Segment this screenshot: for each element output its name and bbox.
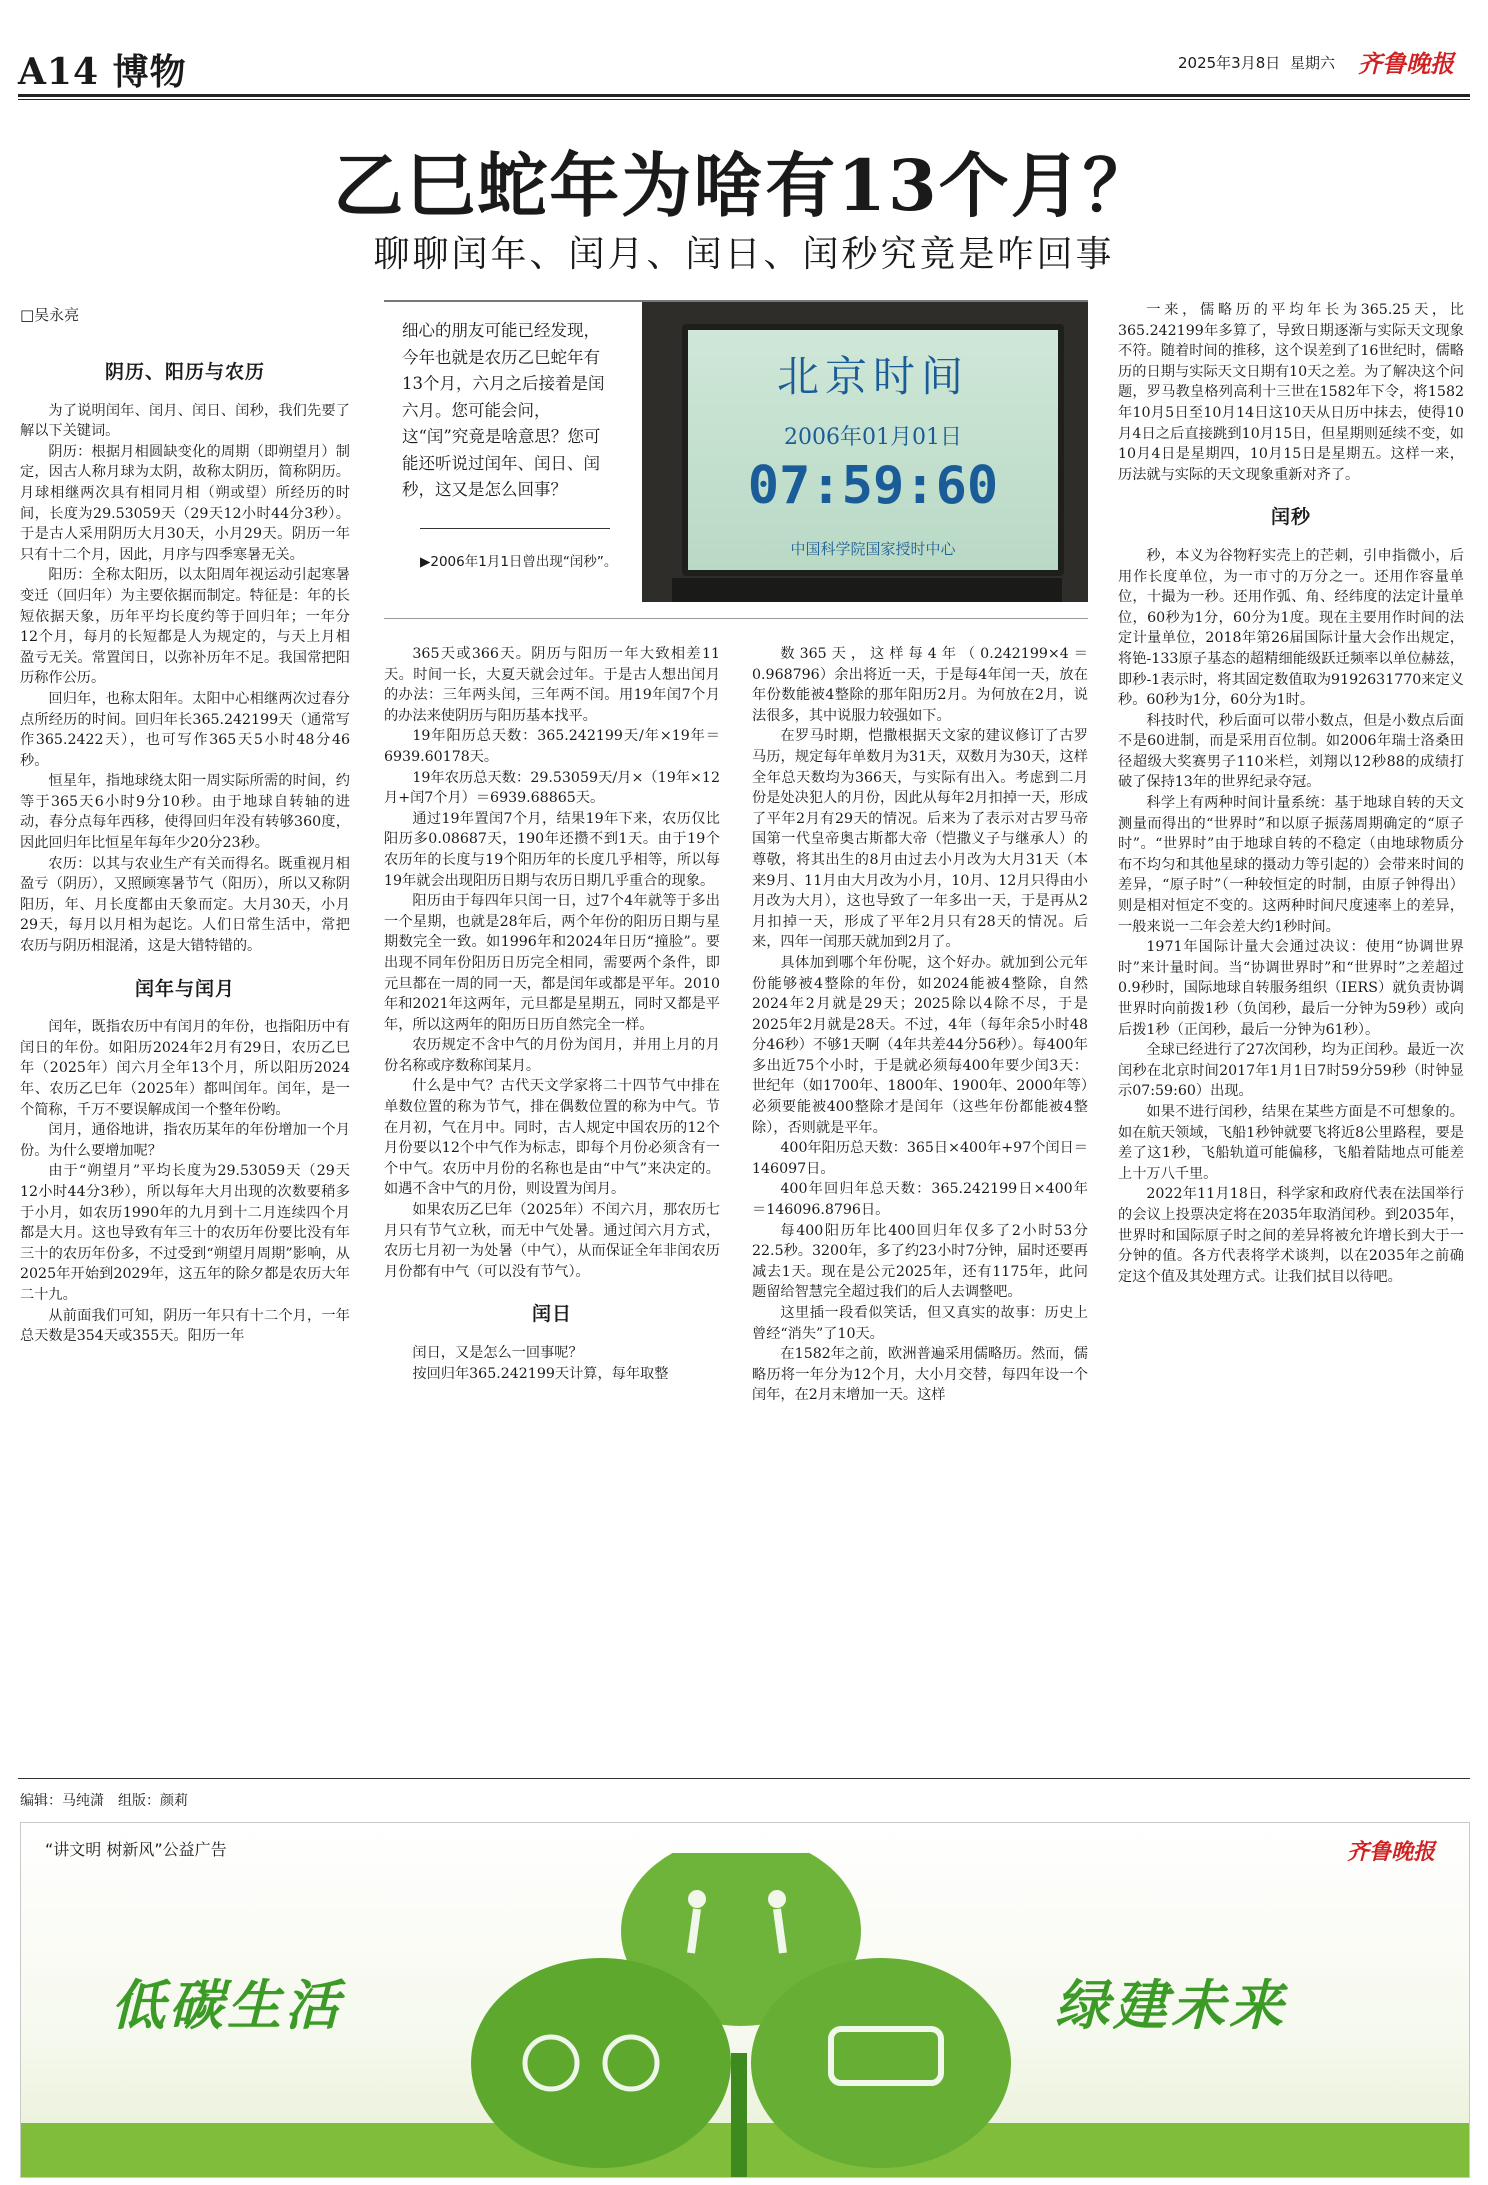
article-title: 乙巳蛇年为啥有13个月？ <box>333 144 1155 227</box>
article-column-2 <box>384 644 720 1780</box>
paragraph: 科技时代，秒后面可以带小数点，但是小数点后面不是60进制，而是采用百位制。如2006年瑞士洛桑田径超级大奖赛男子110米栏，刘翔以12秒88的成绩打破了保持13年的世界纪录夺冠。 <box>1118 712 1464 791</box>
paragraph: 全球已经进行了27次闰秒，均为正闰秒。最近一次闰秒在北京时间2017年1月1日7时59分59秒（时钟显示07:59:60）出现。 <box>1118 1042 1464 1100</box>
paragraph: 如果不进行闰秒，结果在某些方面是不可想象的。如在航天领域，飞船1秒钟就要飞将近8公里路程，要是差了这1秒，飞船轨道可能偏移，飞船着陆地点可能差上十万八千里。 <box>1118 1103 1464 1182</box>
article-column-1 <box>20 340 350 1780</box>
screen-time: 07:59:60 <box>747 456 999 516</box>
section-heading: 闰日 <box>531 1303 572 1326</box>
paragraph: 阳历：全称太阳历，以太阳周年视运动引起寒暑变迁（回归年）为主要依据而制定。特征是：年的长短依据天象，历年平均长度约等于回归年；一年分12个月，每月的长短都是人为规定的，与天上月相盈亏无关。常置闰日，以弥补历年不足。我国常把阳历称作公历。 <box>20 567 350 687</box>
byline: □吴永亮 <box>20 306 80 324</box>
paragraph: 在1582年之前，欧洲普遍采用儒略历。然而，儒略历将一年分为12个月，大小月交替，每四年设一个闰年，在2月末增加一天。这样 <box>752 1346 1088 1404</box>
paragraph: 按回归年365.242199天计算，每年取整 <box>412 1365 669 1382</box>
article-column-4 <box>1118 300 1464 1780</box>
page-code: A14 <box>18 51 100 93</box>
paragraph: 农历规定不含中气的月份为闰月，并用上月的月份名称或序数称闰某月。 <box>384 1037 720 1074</box>
paragraph: 秒，本义为谷物籽实壳上的芒刺，引申指微小，后用作长度单位，为一市寸的万分之一。还用作容量单位，十撮为一秒。还用作弧、角、经纬度的法定计量单位，60秒为1分，60分为1度。现在主要用作时间的法定计量单位，2018年第26届国际计量大会作出规定，将铯-133原子基态的超精细能级跃迁频率以单位赫兹，即秒-1表示时，将其固定数值取为9192631770来定义秒。60秒为1分，60分为1时。 <box>1118 547 1464 709</box>
clock-display-screen <box>682 324 1064 576</box>
intro-divider <box>420 528 610 529</box>
paragraph: 这里插一段看似笑话，但又真实的故事：历史上曾经“消失”了10天。 <box>752 1305 1088 1342</box>
screen-organization: 中国科学院国家授时中心 <box>790 540 956 558</box>
paragraph: 400年阳历总天数：365日×400年+97个闰日＝146097日。 <box>752 1140 1088 1177</box>
paragraph: 19年阳历总天数：365.242199天/年×19年＝6939.60178天。 <box>384 728 720 765</box>
paragraph: 每400阳历年比400回归年仅多了2小时53分22.5秒。3200年，多了约23小时7分钟，届时还要再减去1天。现在是公元2025年，还有1175年，此问题留给智慧完全超过我们的后人去调整吧。 <box>752 1222 1088 1301</box>
newspaper-logo: 齐鲁晚报 <box>1358 49 1454 78</box>
paragraph: 农历：以其与农业生产有关而得名。既重视月相盈亏（阴历），又照顾寒暑节气（阳历），所以又称阴阳历，年、月长度都由天象而定。大月30天，小月29天，每月以月相为起讫。人们日常生活中，常把农历与阴历相混淆，这是大错特错的。 <box>20 855 350 955</box>
paragraph: 19年农历总天数：29.53059天/月×（19年×12月+闰7个月）＝6939.68865天。 <box>384 769 720 807</box>
paragraph: 通过19年置闰7个月，结果19年下来，农历仅比阳历多0.08687天，190年还攒不到1天。由于19个农历年的长度与19个阳历年的长度几乎相等，所以每19年就会出现阳历日期与农历日期几乎重合的现象。 <box>384 810 720 889</box>
paragraph: 如果农历乙巳年（2025年）不闰六月，那农历七月只有节气立秋，而无中气处暑。通过闰六月方式，农历七月初一为处暑（中气），从而保证全年非闰农历月份都有中气（可以没有节气）。 <box>384 1202 720 1280</box>
paragraph: 阴历：根据月相圆缺变化的周期（即朔望月）制定，因古人称月球为太阴，故称太阴历，简称阴历。月球相继两次具有相同月相（朔或望）所经历的时间，长度为29.53059天（29天12小时44分3秒）。于是古人采用阴历大月30天，小月29天。阴历一年只有十二个月，因此，月序与四季寒暑无关。 <box>20 443 350 563</box>
paragraph: 为了说明闰年、闰月、闰日、闰秒，我们先要了解以下关键词。 <box>20 402 350 440</box>
header-divider <box>18 94 1470 97</box>
photo-caption: ▶2006年1月1日曾出现“闰秒”。 <box>420 554 618 570</box>
paragraph: 从前面我们可知，阴历一年只有十二个月，一年总天数是354天或355天。阳历一年 <box>20 1307 350 1345</box>
screen-date: 2006年01月01日 <box>784 425 962 450</box>
public-service-ad <box>20 1822 1470 2178</box>
header-divider-thin <box>18 99 1470 100</box>
ad-newspaper-logo: 齐鲁晚报 <box>1346 1839 1435 1865</box>
section-name: 博物 <box>112 51 187 93</box>
footer-divider <box>18 1778 1470 1779</box>
paragraph: 在罗马时期，恺撒根据天文家的建议修订了古罗马历，规定每年单数月为31天，双数月为30天，这样全年总天数均为366天，与实际有出入。考虑到二月份是处决犯人的月份，因此从每年2月扣掉一天，形成了平年2月有29天的情况。后来为了表示对古罗马帝国第一代皇帝奥古斯都大帝（恺撒义子与继承人）的尊敬，将其出生的8月由过去小月改为大月31天（本来9月、11月由大月改为小月，10月、12月只得由小月改为大月），这也导致了一年多出一天，于是再从2月扣掉一天，形成了平年2月只有28天的情况。后来，四年一闰那天就加到2月了。 <box>752 728 1088 951</box>
paragraph: 数365天，这样每4年（0.242199×4＝0.968796）余出将近一天，于是每4年闰一天，放在年份数能被4整除的那年阳历2月。为何放在2月，说法很多，其中说服力较强如下。 <box>752 646 1088 724</box>
paragraph: 恒星年，指地球绕太阳一周实际所需的时间，约等于365天6小时9分10秒。由于地球自转轴的进动，春分点每年西移，使得回归年没有转够360度，因此回归年比恒星年每年少20分23秒。 <box>20 773 350 852</box>
paragraph: 闰月，通俗地讲，指农历某年的年份增加一个月份。为什么要增加呢？ <box>20 1122 350 1159</box>
article-column-3 <box>752 644 1088 1780</box>
section-heading: 闰年与闰月 <box>134 977 235 1000</box>
paragraph: 闰年，既指农历中有闰月的年份，也指阳历中有闰日的年份。如阳历2024年2月有29日，农历乙巳年（2025年）闰六月全年13个月，所以阳历2024年、农历乙巳年（2025年）都叫闰年。闰年，是一个简称，千万不要误解成闰一个整年份哟。 <box>20 1019 350 1118</box>
editor-credits: 编辑：马纯潇 组版：颜莉 <box>20 1793 188 1809</box>
leap-second-photo <box>642 302 1088 602</box>
section-heading: 闰秒 <box>1270 506 1311 529</box>
issue-weekday: 星期六 <box>1290 54 1336 72</box>
intro-text: 细心的朋友可能已经发现，今年也就是农历乙巳蛇年有13个月，六月之后接着是闰六月。您可能会问，这“闰”究竟是啥意思？您可能还听说过闰年、闰日、闰秒，这又是怎么回事？ <box>402 321 605 499</box>
paragraph: 闰日，又是怎么一回事呢？ <box>412 1345 583 1361</box>
screen-title: 北京时间 <box>776 352 969 401</box>
ad-left-text: 低碳生活 <box>111 1974 343 2037</box>
page-section-label <box>18 44 187 95</box>
section-heading: 阴历、阳历与农历 <box>104 361 265 383</box>
paragraph: 具体加到哪个年份呢，这个好办。就加到公元年份能够被4整除的年份，如2024能被4整除，自然2024年2月就是29天；2025除以4除不尽，于是2025年2月就是28天。不过，4年（每年余5小时48分46秒）不够1天啊（4年共差44分56秒）。每400年多出近75个小时，于是就必须每400年要少闰3天：世纪年（如1700年、1800年、1900年、2000年等）必须要能被400整除才是闰年（这些年份都能被4整除），否则就是平年。 <box>752 954 1088 1136</box>
paragraph: 阳历由于每四年只闰一日，过7个4年就等于多出一个星期，也就是28年后，两个年份的阳历日期与星期数完全一致。如1996年和2024年日历“撞脸”。要出现不同年份阳历日历完全相同，需要两个条件，即元旦都在一周的同一天，都是闰年或都是平年。2010年和2021年这两年，元旦都是星期五，同时又都是平年，所以这两年的阳历日历自然完全一样。 <box>384 893 720 1033</box>
paragraph: 365天或366天。阴历与阳历一年大致相差11天。时间一长，大夏天就会过年。于是古人想出闰月的办法：三年两头闰，三年两不闰。用19年闰7个月的办法来使阴历与阳历基本找平。 <box>384 646 720 724</box>
paragraph: 回归年，也称太阳年。太阳中心相继两次过春分点所经历的时间。回归年长365.242199天（通常写作365.2422天），也可写作365天5小时48分46秒。 <box>20 690 350 769</box>
paragraph: 什么是中气？古代天文学家将二十四节气中排在单数位置的称为节气，排在偶数位置的称为中气。节在月初，气在月中。同时，古人规定中国农历的12个月份要以12个中气作为标志，即每个月份必须含有一个中气。农历中月份的名称也是由“中气”来决定的。如遇不含中气的月份，则设置为闰月。 <box>384 1078 720 1198</box>
article-subtitle: 聊聊闰年、闰月、闰日、闰秒究竟是咋回事 <box>373 234 1115 275</box>
paragraph: 一来，儒略历的平均年长为365.25天，比365.242199年多算了，导致日期逐渐与实际天文现象不符。随着时间的推移，这个误差到了16世纪时，儒略历的日期与实际天文日期有10天之差。为了解决这个问题，罗马教皇格列高利十三世在1582年下令，将1582年10月5日至10月14日这10天从日历中抹去，使得10月4日之后直接跳到10月15日，但星期则延续不变，如10月4日是星期四，10月15日是星期五。这样一来，历法就与实际的天文现象重新对齐了。 <box>1118 302 1464 483</box>
ad-slogan: “讲文明 树新风”公益广告 <box>45 1840 227 1859</box>
paragraph: 科学上有两种时间计量系统：基于地球自转的天文测量而得出的“世界时”和以原子振荡周期确定的“原子时”。“世界时”由于地球自转的不稳定（由地球物质分布不均匀和其他星球的摄动力等引起的）会带来时间的差异，“原子时”（一种较恒定的时制，由原子钟得出）则是相对恒定不变的。这两种时间尺度速率上的差异，一般来说一二年会差大约1秒时间。 <box>1118 795 1464 935</box>
tv-base <box>672 578 1062 602</box>
paragraph: 400年回归年总天数：365.242199日×400年＝146096.8796日。 <box>752 1181 1088 1219</box>
clover-leaf-illustration <box>451 1853 1031 2177</box>
ad-right-text: 绿建未来 <box>1055 1974 1287 2037</box>
issue-date: 2025年3月8日 <box>1178 54 1281 72</box>
paragraph: 由于“朔望月”平均长度为29.53059天（29天12小时44分3秒），所以每年大月出现的次数要稍多于小月，如农历1990年的九月到十二月连续四个月都是大月。这也导致有年三十的农历年份要比没有年三十的农历年份多，不过受到“朔望月周期”影响，从2025年开始到2029年，这五年的除夕都是农历大年二十九。 <box>20 1163 350 1303</box>
paragraph: 1971年国际计量大会通过决议：使用“协调世界时”来计量时间。当“协调世界时”和“世界时”之差超过0.9秒时，国际地球自转服务组织（IERS）就负责协调世界时向前拨1秒（负闰秒，最后一分钟为59秒）或向后拨1秒（正闰秒，最后一分钟为61秒）。 <box>1118 939 1464 1038</box>
paragraph: 2022年11月18日，科学家和政府代表在法国举行的会议上投票决定将在2035年取消闰秒。到2035年，世界时和国际原子时之间的差异将被允许增长到大于一分钟的值。各方代表将学术谈判，以在2035年之前确定这个值及其处理方式。让我们拭目以待吧。 <box>1118 1186 1464 1285</box>
